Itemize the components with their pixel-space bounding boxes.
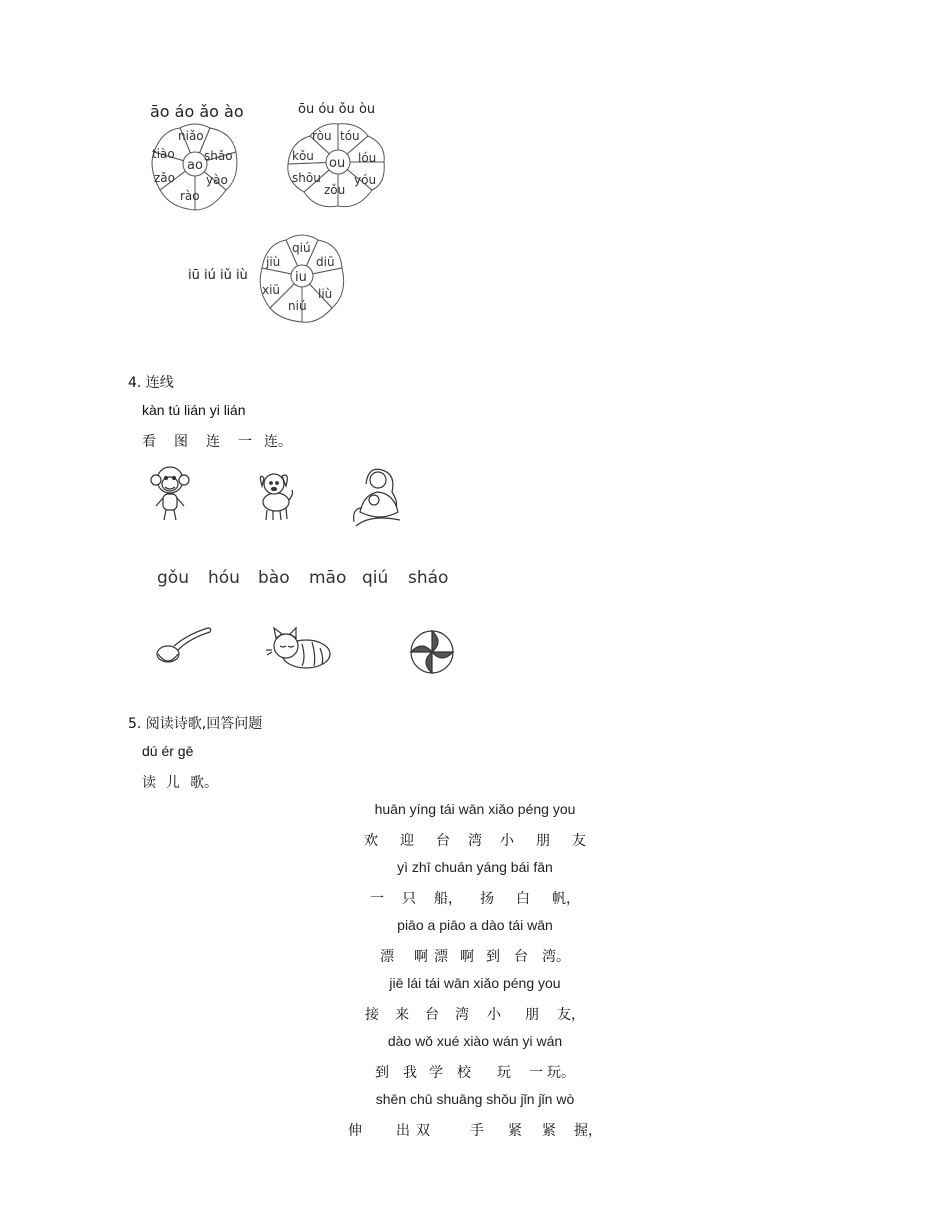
poem-line-5-hanzi: 到 我 学 校 玩 一 玩。 <box>375 1065 575 1081</box>
flower-ao-petal-4: rào <box>180 189 200 203</box>
poem-line-6-hanzi: 伸 出 双 手 紧 紧 握， <box>348 1123 602 1139</box>
word-mao[interactable]: māo <box>309 568 347 588</box>
flower-ou-petal-3: yóu <box>354 173 377 187</box>
poem-line-3-pinyin: piāo a piāo a dào tái wān <box>397 917 553 933</box>
ball-picture[interactable] <box>408 628 456 676</box>
q5-pinyin: dú ér gē <box>142 743 194 759</box>
flower-iu-petal-3: liù <box>318 287 333 301</box>
flower-ou-petal-7: ròu <box>312 129 332 143</box>
q5-title: 5. 阅读诗歌,回答问题 <box>128 716 263 732</box>
flower-iu-petal-5: xiū <box>262 283 281 297</box>
word-shao[interactable]: sháo <box>408 568 449 588</box>
flower-ao-diagram <box>140 118 250 218</box>
flower-ao-petal-1: niǎo <box>178 129 204 143</box>
flower-ao-petal-2: shǎo <box>204 149 233 163</box>
q4-pinyin: kàn tú lián yi lián <box>142 402 246 418</box>
poem-line-2-pinyin: yì zhī chuán yáng bái fān <box>397 859 553 875</box>
word-bao[interactable]: bào <box>258 568 290 588</box>
q5-instruction: 读 儿 歌。 <box>142 775 218 791</box>
cat-picture[interactable] <box>266 624 334 674</box>
flower-ao-petal-3: yào <box>206 173 228 187</box>
poem-line-4-hanzi: 接 来 台 湾 小 朋 友， <box>365 1007 585 1023</box>
poem-line-5-pinyin: dào wǒ xué xiào wán yi wán <box>387 1033 563 1049</box>
poem-line-2-hanzi: 一 只 船， 扬 白 帆， <box>370 891 580 907</box>
flower-ou-center: ou <box>329 156 346 171</box>
flower-iu-diagram <box>256 230 348 326</box>
mother-holding-baby-picture[interactable] <box>350 464 406 528</box>
flower-ou-petal-1: tóu <box>340 129 360 143</box>
flower-ou-diagram <box>282 118 394 214</box>
flower-ao-petal-6: tiào <box>152 147 175 161</box>
flower-iu-petal-1: qiú <box>292 241 311 255</box>
word-gou[interactable]: gǒu <box>157 568 189 588</box>
poem-line-6-pinyin: shēn chū shuāng shǒu jǐn jǐn wò <box>375 1091 575 1107</box>
dog-picture[interactable] <box>252 464 296 524</box>
word-hou[interactable]: hóu <box>208 568 240 588</box>
flower-ao-center: ao <box>187 158 203 173</box>
flower-iu-petal-4: niú <box>288 299 307 313</box>
flower-ou-petal-6: kǒu <box>292 149 314 163</box>
flower-iu-center: iu <box>295 270 307 285</box>
word-qiu[interactable]: qiú <box>362 568 389 588</box>
flower-ou-petal-2: lóu <box>358 151 377 165</box>
flower-tones-iu: iū iú iǔ iù <box>188 268 248 283</box>
flower-ou-petal-4: zǒu <box>324 183 346 197</box>
monkey-picture[interactable] <box>148 462 192 524</box>
flower-iu-petal-2: diū <box>316 255 335 269</box>
flower-tones-ou: ōu óu ǒu òu <box>298 102 376 117</box>
flower-ao-petal-5: zǎo <box>154 171 175 185</box>
q4-title: 4. 连线 <box>128 375 174 391</box>
flower-iu-petal-6: jiù <box>266 255 281 269</box>
poem-line-1-hanzi: 欢 迎 台 湾 小 朋 友 <box>364 833 586 849</box>
q4-instruction: 看 图 连 一 连。 <box>142 434 292 450</box>
poem-line-1-pinyin: huān yíng tái wān xiǎo péng you <box>374 801 576 817</box>
ladle-picture[interactable] <box>154 622 214 672</box>
flower-tones-ao: āo áo ǎo ào <box>150 102 244 121</box>
poem-line-3-hanzi: 漂 啊 漂 啊 到 台 湾。 <box>380 949 570 965</box>
poem-line-4-pinyin: jiē lái tái wān xiǎo péng you <box>389 975 561 991</box>
flower-ou-petal-5: shōu <box>292 171 321 185</box>
